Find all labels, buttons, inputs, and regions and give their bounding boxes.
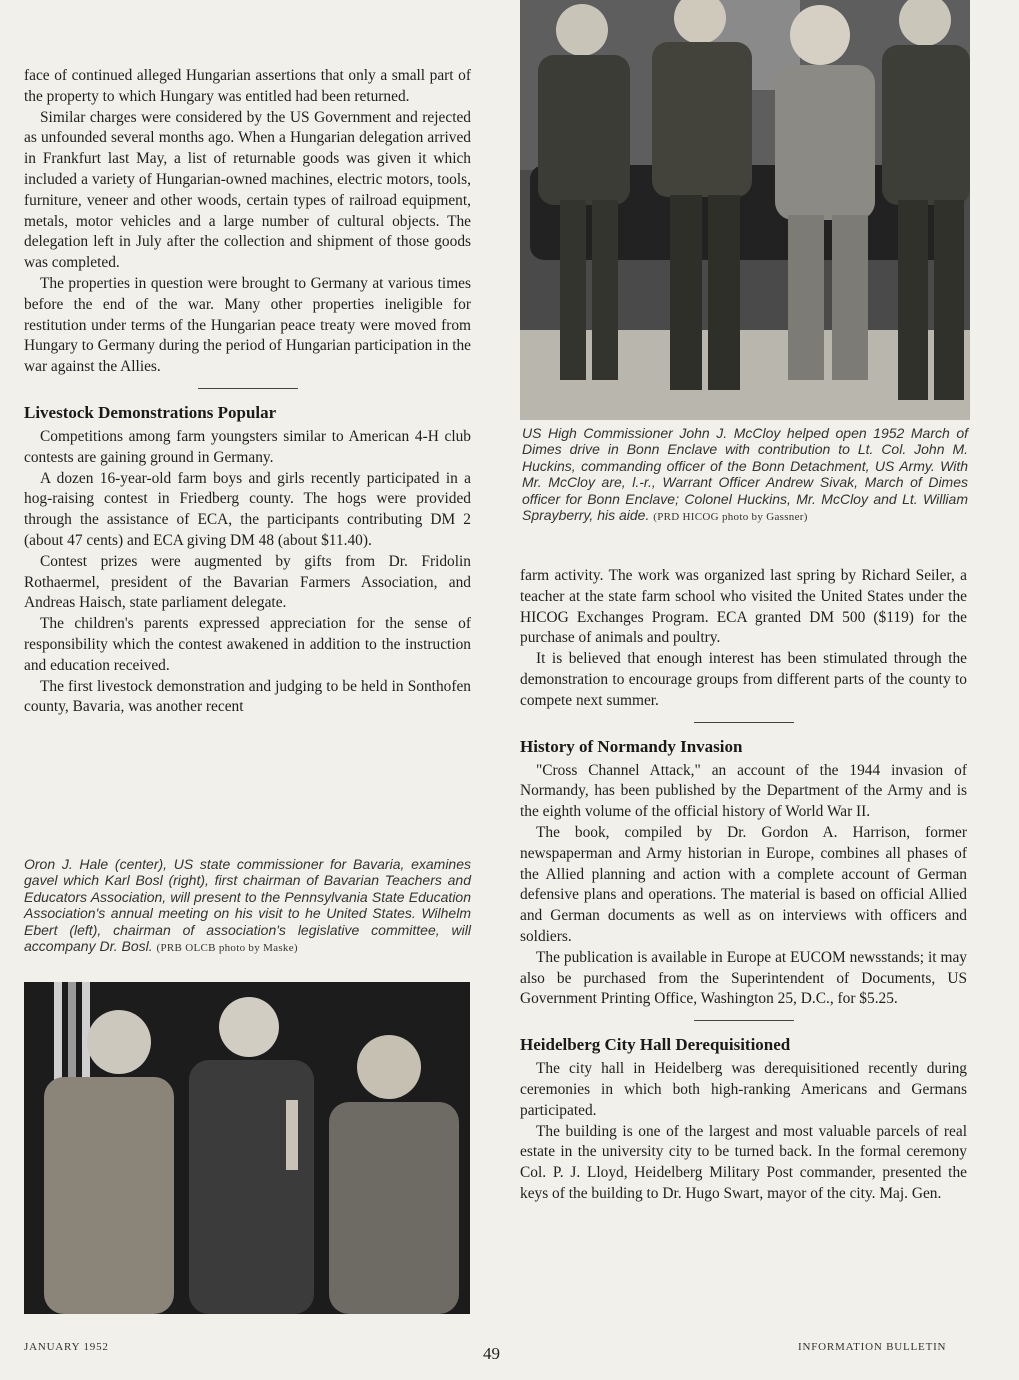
heidelberg-paragraph: The building is one of the largest and most valuable parcels of real estate in the university city to be turned back. In the formal ceremony Col. P. J. Lloyd, Heidelberg Military Post commander, presented the keys of the building to Dr. Hugo Swart, mayor of the city. Maj. Gen.	[520, 1122, 967, 1202]
livestock-paragraph: The first livestock demonstration and judging to be held in Sonthofen county, Bavaria, was another recent	[24, 677, 471, 716]
normandy-paragraph: "Cross Channel Attack," an account of the 1944 invasion of Normandy, has been published by the Department of the Army and is the eighth volume of the official history of World War II.	[520, 761, 967, 821]
normandy-heading: History of Normandy Invasion	[520, 736, 743, 756]
right-column	[520, 566, 967, 1205]
normandy-paragraph: The publication is available in Europe at EUCOM newsstands; it may also be purchased from the Superintendent of Documents, US Government Printing Office, Washington 25, D.C., for $5.25.	[520, 948, 967, 1008]
livestock-paragraph: Competitions among farm youngsters similar to American 4-H club contests are gaining ground in Germany.	[24, 427, 471, 466]
photo-credit: (PRB OLCB photo by Maske)	[156, 942, 298, 955]
continuation-paragraph: It is believed that enough interest has been stimulated through the demonstration to encourage groups from different parts of the county to compete next summer.	[520, 650, 967, 709]
livestock-paragraph: A dozen 16-year-old farm boys and girls recently participated in a hog-raising contest in Friedberg county. The hogs were provided through the assistance of ECA, the participants contributing DM 2 (about 47 cents) and ECA giving DM 48 (about $11.40).	[24, 469, 471, 549]
heidelberg-paragraph: The city hall in Heidelberg was derequisitioned recently during ceremonies in which both high-ranking Americans and Germans participated.	[520, 1060, 967, 1119]
caption-text: Oron J. Hale (center), US state commissioner for Bavaria, examines gavel which Karl Bosl (right), first chairman of Bavarian Teachers and Educators Association, will present to the Pennsylvania State Education Association's annual meeting on his visit to he United States. Wilhelm Ebert (left), chairman of association's legislative committee, will accompany Dr. Bosl.	[24, 856, 471, 955]
photo-mccloy-group-image	[520, 0, 970, 420]
photo-gavel-group-image	[24, 982, 470, 1314]
left-column	[24, 66, 471, 718]
section-divider	[694, 1020, 794, 1021]
section-divider	[694, 722, 794, 723]
photo-caption-hale	[24, 856, 471, 956]
intro-paragraph: The properties in question were brought to Germany at various times before the end of the war. Many other properties ineligible for restitution under terms of the Hungarian peace treaty were moved from Hungary to Germany during the period of Hungarian participation in the war against the Allies.	[24, 274, 471, 376]
footer-date: JANUARY 1952	[24, 1341, 109, 1353]
section-divider	[198, 388, 298, 389]
livestock-paragraph: Contest prizes were augmented by gifts from Dr. Fridolin Rothaermel, president of the Bavarian Farmers Association, and Andreas Haisch, state parliament delegate.	[24, 552, 471, 612]
continuation-paragraph: farm activity. The work was organized last spring by Richard Seiler, a teacher at the state farm school who visited the United States under the HICOG Exchanges Program. ECA granted DM 500 ($119) for the purchase of animals and poultry.	[520, 567, 967, 647]
footer-publication: INFORMATION BULLETIN	[798, 1341, 947, 1353]
caption-text: US High Commissioner John J. McCloy helped open 1952 March of Dimes drive in Bonn Enclave with contribution to Lt. Col. John M. Huckins, commanding officer of the Bonn Detachment, US Army. With Mr. McCloy are, l.-r., Warrant Officer Andrew Sivak, March of Dimes officer for Bonn Enclave; Colonel Huckins, Mr. McCloy and Lt. William Sprayberry, his aide.	[522, 425, 968, 524]
livestock-heading: Livestock Demonstrations Popular	[24, 402, 277, 422]
page-number: 49	[483, 1344, 500, 1363]
intro-paragraph: face of continued alleged Hungarian assertions that only a small part of the property to which Hungary was entitled had been returned.	[24, 67, 471, 105]
intro-paragraph: Similar charges were considered by the US Government and rejected as unfounded several months ago. When a Hungarian delegation arrived in Frankfurt last May, a list of returnable goods was given it which included a variety of Hungarian-owned machines, electric motors, tools, furniture, veneer and other woods, certain types of railroad equipment, metals, motor vehicles and a large number of cultural objects. The delegation left in July after the collection and shipment of those goods was completed.	[24, 108, 471, 272]
livestock-paragraph: The children's parents expressed appreciation for the sense of responsibility which the contest awakened in addition to the instruction and education received.	[24, 615, 471, 674]
photo-credit: (PRD HICOG photo by Gassner)	[653, 511, 808, 524]
normandy-paragraph: The book, compiled by Dr. Gordon A. Harrison, former newspaperman and Army historian in Europe, combines all phases of the Allied planning and action with a complete account of German defensive plans and operations. The material is based on official Allied and German documents as well as on interviews with officers and soldiers.	[520, 823, 967, 945]
photo-gavel-group	[24, 982, 470, 1314]
photo-mccloy-group	[520, 0, 970, 420]
photo-caption-mccloy	[522, 425, 968, 525]
heidelberg-heading: Heidelberg City Hall Derequisitioned	[520, 1035, 791, 1055]
